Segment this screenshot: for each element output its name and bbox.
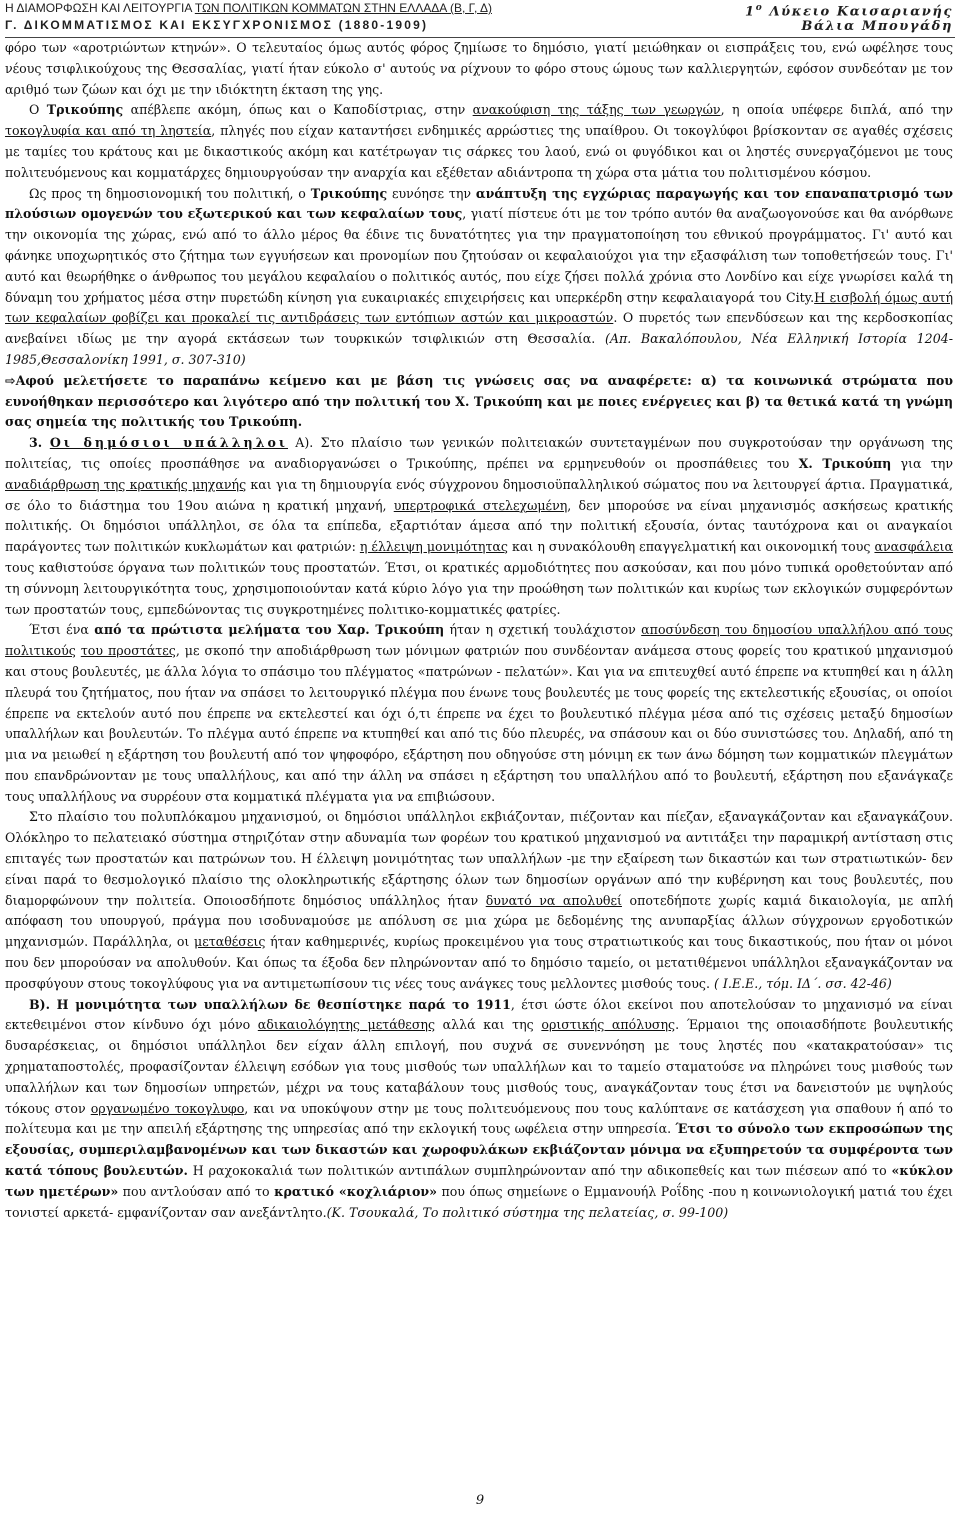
header-title: [5, 0, 492, 17]
text-span: για την: [891, 455, 953, 471]
section-3: [5, 433, 953, 620]
underlined-span: αναδιάρθρωση της κρατικής μηχανής: [5, 476, 247, 492]
task-text: Αφού μελετήσετε το παραπάνω κείμενο και με βάση τις γνώσεις σας να αναφέρετε: α) τα κοινωνικά στρώματα που ευνοήθηκαν περισσότερο και λιγότερο από την πολιτική του Χ. Τρικούπη και με ποιες ενέργειες και β) τα θετικά κατά τη γνώμη σας σημεία της πολιτικής του Τρικούπη.: [5, 372, 953, 430]
bold-span: Β). Η μονιμότητα των υπαλλήλων δε θεσπίστηκε παρά το 1911: [29, 996, 511, 1012]
bold-span: «κύκλον των ημετέρων»: [5, 1163, 953, 1199]
text-span: , δεν μπορούσε να είναι μηχανισμός ασκήσεως κρατικής πολιτικής. Οι δημόσιοι υπάλληλοι, σε όλα τα επίπεδα, εξαρτιόταν άμεσα από την πολιτική εξουσία, όντας ταυτόχρονα και οι αναγκαίοι παράγοντες των πολιτικών κυκλωμάτων και φατριών:: [5, 497, 954, 555]
paragraph-7: [5, 995, 953, 1224]
underlined-span: του προστάτες: [80, 643, 176, 659]
text-span: , γιατί πίστευε ότι με τον τρόπο αυτόν θα αναζωογονούσε και θα ανόρθωνε την οικονομία της χώρας, ενώ από το άλλο μέρος θα έδινε τις δυνατότητες για την πραγματοποίηση του εθνικού προγράμματος. Γι' αυτό και φάνηκε υποχωρητικός στο ζήτημα των εγγυήσεων και προνομίων που ζητούσαν οι κεφαλαιούχοι για την εξασφάλιση των τοποθετήσεών τους. Γι' αυτό και θεωρήθηκε ο άνθρωπος του μεγάλου κεφαλαίου ο πολιτικός αυτός, που είχε ζήσει πολλά χρόνια στο Λονδίνο και είχε γνωρίσει καλά τη δύναμη του χρήματος μέσα στην πυρετώδη κίνηση για ευκαιριακές επιχειρήσεις και υπερκέρδη στην κεφαλαιαγορά του City.: [5, 206, 953, 305]
section-number: 3.: [29, 435, 50, 451]
underlined-span: ανακούφιση της τάξης των γεωργών: [472, 102, 721, 118]
text-span: , και να υποκύψουν στην: [244, 1100, 414, 1116]
text-span: και η συνακόλουθη επαγγελματική και οικονομική τους: [508, 539, 875, 555]
arrow-right-icon: ⇨: [5, 372, 16, 388]
page-number: 9: [475, 1493, 485, 1508]
paragraph-2: [5, 100, 953, 183]
header-school-text: Λύκειο Καισαριανής: [763, 4, 953, 20]
underlined-span: αδικαιολόγητης μετάθεσης: [257, 1017, 436, 1033]
paragraph-6: [5, 807, 953, 994]
text-span: Η ραχοκοκαλιά των πολιτικών αντιπάλων συμπληρώνονταν από την αδικοπεθείς και των πιέσεων από το: [187, 1163, 892, 1179]
underlined-span: η έλλειψη μονιμότητας: [359, 539, 508, 555]
text-span: απέβλεπε ακόμη, όπως και ο Καποδίστριας, στην: [123, 102, 473, 118]
text-span: τους καθιστούσε όργανα των πολιτικών τους προστατών. Έτσι, οι κρατικές αρμοδιότητες που ασκούσαν, και που μόνο τυπικά οροθετούνταν από τη σύννομη λειτουργικότητα τους, χρησιμοποιούνταν κατά κύριο λόγο για την προώθηση των πολιτικών και κυρίως των εκλογικών συμφερόντων των προστατών τους, εμπεδώνοντας τις συγκροτημένες πολιτικο-κομματικές φατρίες.: [5, 559, 953, 617]
citation: (Απ. Βακαλόπουλου, Νέα Ελληνική Ιστορία 1204-1985,Θεσσαλονίκη 1991, σ. 307-310): [5, 331, 953, 367]
text-span: , έτσι ώστε όλοι εκείνοι που αποτελούσαν το μηχανισμό να είναι εκτεθειμένοι στον κίνδυνο όχι μόνο: [5, 996, 953, 1033]
text-span: . Ο πυρετός των επενδύσεων και της κερδοσκοπίας ανεβαίνει ιδίως με την αγορά εκτάσεων των τουρκικών τσιφλικιών στη Θεσσαλία.: [5, 310, 954, 347]
text-span: , η οποία υπέφερε διπλά, από την: [720, 102, 953, 118]
text-span: Α). Στο πλαίσιο των γενικών πολιτειακών συντεταγμένων που συγκροτούσαν την οργάνωση της πολιτείας, τις οποίες προσπάθησε να αναδιοργανώσει ο Τρικούπης, πρέπει να ερμηνευθούν οι προσπάθειες του: [5, 435, 953, 471]
text-span: που όπως σημείωνε ο Εμμανουήλ Ροΐδης -που η κοινωνιολογική ματιά του έχει τονιστεί αρκετά- εμφανίζονταν σαν ανεξάντλητο.: [5, 1183, 953, 1220]
header-title-underlined: ΤΩΝ ΠΟΛΙΤΙΚΩΝ ΚΟΜΜΑΤΩΝ ΣΤΗΝ ΕΛΛΑΔΑ (Β, Γ, Δ): [194, 1, 492, 15]
header-author: Βάλια Μπουγάδη: [801, 19, 953, 34]
underlined-span: δυνατό να απολυθεί: [485, 892, 622, 908]
paragraph-3: [5, 184, 953, 371]
underlined-span: αποσύνδεση του δημοσίου υπαλλήλου από τους πολιτικούς: [5, 622, 954, 659]
bold-span: Τρικούπης: [46, 102, 124, 118]
section-title: Οι δημόσιοι υπάλληλοι: [49, 435, 289, 451]
bold-span: Έτσι το σύνολο των εκπροσώπων της εξουσίας, συμπεριλαμβανομένων και των δικαστών και χωροφυλάκων εκβιάζονταν μόνιμα να εξυπηρετούν τα συμφέροντα των κατά τόπους βουλευτών.: [5, 1121, 953, 1179]
bold-span: από τα πρώτιστα μελήματα του Χαρ. Τρικούπη: [94, 622, 445, 638]
text-span: που αντλούσαν από το: [118, 1183, 275, 1199]
text-span: Ως προς τη δημοσιονομική του πολιτική, ο: [29, 185, 311, 201]
text-span: Στο πλαίσιο του πολυπλόκαμου μηχανισμού, οι δημόσιοι υπάλληλοι εκβιάζονταν, πιέζονταν και πίεζαν, εξαναγκάζονταν και εξαναγκάζουν. Ολόκληρο το πελατειακό σύστημα στηριζόταν στην αδυναμία των φορέων του κρατικού μηχανισμού να αντιτάξει την παραμικρή αντίσταση στις επιταγές των προστατών και πατρώνων του. Η έλλειψη μονιμότητας των υπαλλήλων -με την εξαίρεση των δικαστών και των στρατιωτικών- δεν είναι παρά το θεσμολογικό πλαίσιο της ολοκληρωτικής εξάρτησης όλων των δημοσίων οργάνων από την κυβέρνηση και τους βουλευτές, που διαμορφώνουν την πολιτεία. Οποιοσδήποτε δημόσιος υπάλληλος ήταν: [5, 809, 953, 908]
page-header: [5, 0, 955, 40]
paragraph-5: [5, 620, 953, 807]
underlined-span: τοκογλυφία και από τη ληστεία: [5, 123, 212, 139]
document-body: [5, 38, 953, 1223]
text-span: ευνόησε την: [387, 185, 476, 201]
bold-span: κρατικό «κοχλιάριον»: [274, 1183, 437, 1199]
underlined-span: οριστικής απόλυσης: [541, 1017, 676, 1033]
text-span: Ο: [29, 102, 47, 118]
header-school-sup: ο: [755, 3, 764, 13]
header-title-text: Η ΔΙΑΜΟΡΦΩΣΗ ΚΑΙ ΛΕΙΤΟΥΡΓΙΑ: [5, 1, 195, 15]
underlined-span: Η εισβολή όμως αυτή των κεφαλαίων φοβίζει και προκαλεί τις αντιδράσεις των εντόπιων αστών και μικροαστών: [5, 289, 954, 326]
text-span: οποτεδήποτε χωρίς καμιά δικαιολογία, με απλή απόφαση του υπουργού, πράγμα που ισοδυναμούσε με απόλυση σε μια χώρα με δεδομένης της ανυπαρξίας άλλων σύγχρονων εργοδοτικών μηχανισμών. Παράλληλα, οι: [5, 892, 953, 950]
bold-span: Τρικούπης: [310, 185, 388, 201]
underlined-span: υπερτροφικά στελεχωμένη: [393, 497, 568, 513]
citation: (Κ. Τσουκαλά, Το πολιτικό σύστημα της πελατείας, σ. 99-100): [326, 1204, 729, 1220]
text-span: ήταν καθημερινές, κυρίως προκειμένου για τους στρατιωτικούς και τους δικαστικούς, που ήταν οι μόνοι που δεν μπορούσαν να απολυθούν. Και όπως τα έξοδα δεν πληρώνονταν από το δημόσιο ταμείο, οι μετατιθέμενοι υπάλληλοι εξαναγκάζονταν να προσφύγουν στους τοκογλύφους για να αντιμετωπίσουν τις νέες τους ανάγκες τους μελλοντες μισθούς τους.: [5, 934, 954, 991]
underlined-span: οργανωμένο τοκογλυφο: [90, 1100, 245, 1116]
underlined-span: ανασφάλεια: [874, 539, 954, 555]
header-chapter: Γ. ΔΙΚΟΜΜΑΤΙΣΜΟΣ ΚΑΙ ΕΚΣΥΓΧΡΟΝΙΣΜΟΣ (1880-1909): [5, 18, 429, 32]
bold-span: Χ. Τρικούπη: [798, 455, 892, 471]
header-school-num: 1: [745, 4, 756, 20]
paragraph-1: φόρο των «αροτριώντων κτηνών». Ο τελευταίος όμως αυτός φόρος ζημίωσε το δημόσιο, γιατί μειώθηκαν οι εισπράξεις του, ενώ ωφέλησε τους νέους τσιφλικούχους της Θεσσαλίας, γιατί ήταν εύκολο σ' αυτούς να ρίχνουν το φόρο στους ώμους των καλλιεργητών, εφόσον συνδεόταν με τον αριθμό των ζώων και όχι με την ιδιόκτητη έκταση της γης.: [5, 40, 953, 97]
text-span: . Έρμαιοι της οποιασδήποτε βουλευτικής δυσαρέσκειας, οι δημόσιοι υπάλληλοι δεν είχαν άλλη επιλογή, που συχνά σε συνεννόηση με τους ληστές που «κατακρατούσαν» τις χρηματαποστολές, προφασίζονταν έλλειψη εσόδων για τους μισθούς των υπαλλήλων και το ταμείο σταματούσε να πληρώνει τους μισθούς των υπαλλήλων και των δημοσίων υπηρετών, μέχρι να τους καταβάλουν τους μισθούς τους, αναγκάζονταν τους έτσι να δανειστούν με υψηλούς τόκους στον: [5, 1017, 954, 1116]
text-span: ήταν η σχετική τουλάχιστον: [444, 622, 642, 638]
bold-span: ανάπτυξη της εγχώριας παραγωγής και τον επαναπατρισμό των πλούσιων ομογενών του εξωτερικού και των κεφαλαίων τους: [5, 185, 954, 222]
text-span: Έτσι ένα: [29, 622, 95, 638]
text-span: και για τη δημιουργία ενός σύγχρονου δημοσιοϋπαλληλικού σώματος που να λειτουργεί άρτια. Πραγματικά, σε όλο το διάστημα του 19ου αιώνα η κρατική μηχανή,: [5, 476, 954, 513]
underlined-span: μεταθέσεις: [194, 934, 266, 950]
task-question: [5, 371, 953, 433]
text-span: , πληγές που είχαν καταντήσει ενδημικές αρρώστιες της υπαίθρου. Οι τοκογλύφοι βρίσκονταν σε αγαθές σχέσεις με ταμίες του κράτους και με δικαστικούς ακόμη και κατέτρωγαν τις σάρκες του λαού, ενώ οι φυγόδικοι και οι ληστές συνεργαζόμενοι με τους πολιτευόμενους και κομματάρχες δημιουργούσαν την αναρχία και εξέθεταν αδιάντροπα τη χώρα στα μάτια του πολιτισμένου κόσμου.: [5, 123, 953, 180]
text-span: , με σκοπό την αποδιάρθρωση των μόνιμων φατριών που συνδέονταν ανάμεσα στους φορείς του κρατικού μηχανισμού και στους βουλευτές, με άλλα λόγια το σπάσιμο του πλέγματος «πατρώνων - πελατών». Και για να επιτευχθεί αυτό έπρεπε να κτυπηθεί και η άλλη πλευρά του ζητήματος, που ήταν να σπάσει το λειτουργικό πλέγμα που ένωνε τους βουλευτές με τους φορείς της εκτελεστικής εξουσίας, οι οποίοι έπρεπε να εκτελούν αυτό που έπρεπε να εκτελεστεί και όχι ό,τι έπρεπε να έχει το βουλευτικό πλέγμα μέσα από τις σχέσεις μεταξύ δημοσίων υπαλλήλων και βουλευτών. Το πλέγμα αυτό έπρεπε να κτυπηθεί και από τις δύο πλευρές, να σπάσουν και οι δύο συνιστώσες του. Δηλαδή, από τη μια να μειωθεί η εξάρτηση του βουλευτή από τον ψηφοφόρο, εξάρτηση που οδηγούσε στη μόνιμη εκ των άνω δόμηση των κομματικών πλεγμάτων που επανδρώνονταν με τους υπαλλήλους, και από την άλλη να σπάσει η εξάρτηση του υπαλλήλου από το βουλευτή, εξάρτηση που εξανάγκαζε τους υπαλλήλους να συρρέουν στα κομματικά πλέγματα για να επιβιώσουν.: [5, 643, 953, 804]
text-span: αλλά και της: [435, 1017, 542, 1033]
citation: ( Ι.Ε.Ε., τόμ. ΙΔ΄. σσ. 42-46): [713, 975, 892, 991]
text-span: με τους πολιτευόμενους που τους καλύπτανε σε κατάσχεση για σπαθουν ή από το πολίτευμα και με την απειλή εξάρτησης της υπηρεσίας από την εκλογική τους ωφέλεια στην υπηρεσία.: [5, 1100, 953, 1137]
